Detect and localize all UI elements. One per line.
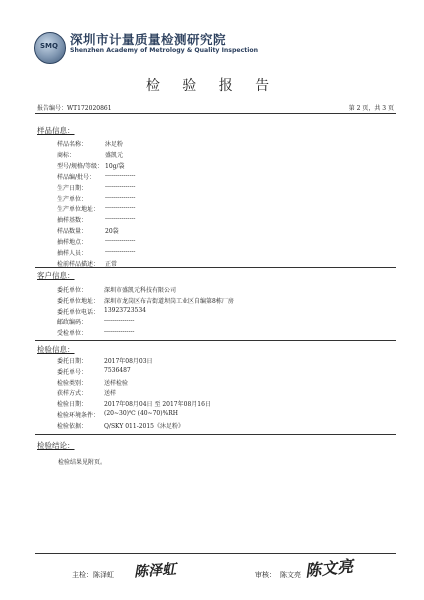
inspector-name: 陈泽虹	[93, 571, 114, 579]
client-info-heading: 客户信息：	[37, 271, 75, 280]
header-divider	[35, 113, 396, 114]
sample-field-value: ---------------	[105, 237, 136, 245]
client-field-label: 邮政编码：	[57, 319, 88, 327]
sample-field-label: 样品编/批号：	[57, 173, 96, 181]
sample-field-value: ---------------	[105, 204, 136, 212]
inspection-field-label: 委托单号：	[57, 368, 88, 376]
sample-field-label: 检前样品描述：	[57, 260, 100, 268]
client-field-label: 委托单位电话：	[57, 308, 100, 316]
sample-field-label: 生产单位：	[57, 195, 88, 203]
inspection-field-label: 委托日期：	[57, 358, 88, 365]
client-field-value: 深圳市龙岗区布吉街道坝岗工业区自编第8栋厂房	[104, 297, 234, 305]
institute-name-en: Shenzhen Academy of Metrology & Quality Inspection	[70, 47, 259, 54]
reviewer-label: 审核：	[255, 571, 276, 579]
sample-field-value: ---------------	[105, 248, 136, 255]
inspection-field-value: 2017年08月03日	[104, 358, 153, 365]
inspection-field-value: 2017年08月04日 至 2017年08月16日	[104, 401, 211, 409]
inspection-info-heading: 检验信息：	[37, 345, 75, 354]
sample-field-value: ---------------	[105, 193, 136, 201]
client-field-label: 受检单位：	[57, 330, 88, 338]
page-info: 第 2 页，共 3 页	[348, 105, 394, 112]
inspector-label: 主检：	[72, 571, 93, 579]
sample-field-value: ---------------	[105, 182, 136, 190]
reviewer-signature: 陈文亮	[304, 556, 354, 581]
sample-field-label: 抽样人员：	[57, 250, 88, 257]
client-field-value: 深圳市盛凯元科技有限公司	[104, 287, 177, 294]
conclusion-text: 检验结果见附页。	[58, 459, 107, 466]
sample-divider	[35, 267, 396, 268]
sample-field-value: 正常	[105, 260, 118, 268]
inspection-field-label: 检验日期：	[57, 401, 88, 409]
inspection-field-label: 检验环境条件：	[57, 412, 100, 419]
inspection-divider	[35, 434, 396, 435]
sample-field-value: 10g/袋	[105, 162, 125, 170]
report-number: 报告编号：WT172020861	[37, 105, 112, 112]
sample-field-value: ---------------	[105, 215, 136, 223]
inspection-field-label: 获样方式：	[57, 390, 88, 398]
sample-field-value: 沐足粉	[105, 141, 124, 148]
client-field-value: ---------------	[104, 317, 135, 325]
sample-field-value: 盛凯元	[105, 151, 124, 159]
inspector-signature: 陈泽虹	[133, 561, 177, 581]
sample-field-label: 生产单位地址：	[57, 206, 100, 214]
sample-field-label: 型号/规格/等级：	[57, 162, 104, 170]
sample-info-heading: 样品信息：	[37, 126, 75, 135]
logo-text: SMQ	[40, 42, 58, 50]
inspection-field-label: 检验依据：	[57, 422, 88, 430]
inspection-field-value: 送样检验	[104, 379, 129, 387]
client-field-value: 13923723534	[104, 306, 146, 314]
client-divider	[35, 340, 396, 341]
client-field-label: 委托单位地址：	[57, 297, 100, 305]
sample-field-label: 样品数量：	[57, 228, 88, 236]
sample-field-label: 样品名称：	[57, 141, 88, 148]
inspection-field-value: 7536487	[104, 366, 131, 374]
sample-field-label: 商标：	[57, 151, 76, 159]
sample-field-value: 20袋	[105, 228, 119, 236]
inspection-field-value: Q/SKY 011-2015《沐足粉》	[104, 422, 184, 430]
inspection-field-value: 送样	[104, 390, 117, 398]
sample-field-value: ---------------	[105, 171, 136, 179]
institute-name-cn: 深圳市计量质量检测研究院	[70, 32, 227, 47]
sample-field-label: 抽样基数：	[57, 217, 88, 225]
conclusion-heading: 检验结论：	[37, 441, 75, 450]
inspection-field-label: 检验类别：	[57, 379, 88, 387]
client-field-label: 委托单位：	[57, 287, 88, 294]
report-title: 检 验 报 告	[145, 78, 279, 94]
reviewer-name: 陈文亮	[280, 571, 301, 579]
inspection-field-value: (20~30)℃ (40~70)%RH	[104, 410, 179, 417]
client-field-value: ---------------	[104, 328, 135, 336]
sample-field-label: 生产日期：	[57, 184, 88, 192]
sample-field-label: 抽样地点：	[57, 239, 88, 247]
